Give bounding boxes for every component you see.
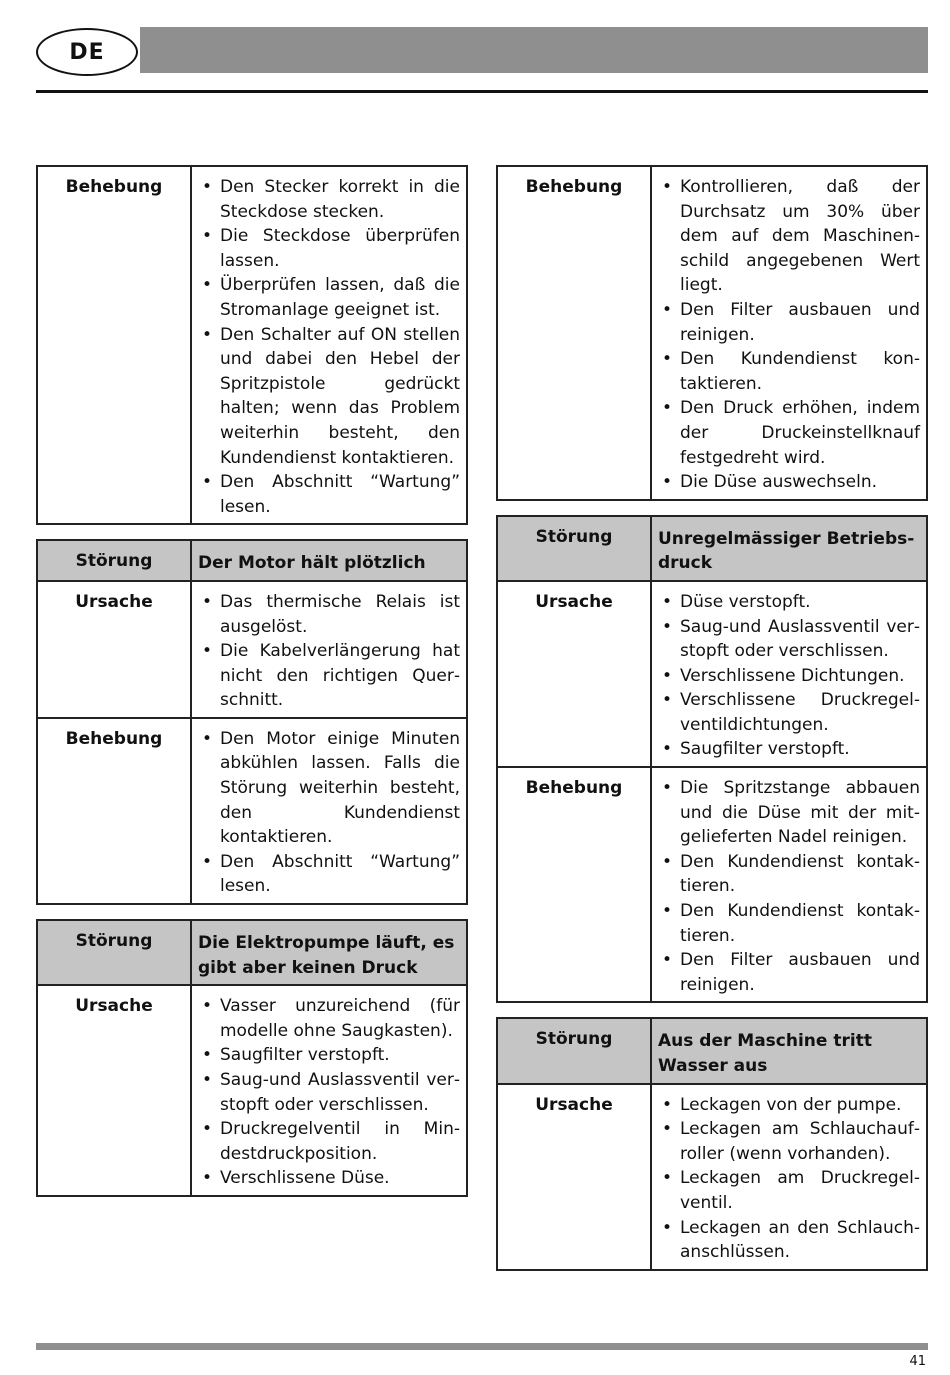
bullet-item: • Vasser unzureichend (für modelle ohne Saugkasten). [198, 994, 460, 1043]
fault-header-row [38, 541, 466, 580]
row-content [192, 582, 466, 717]
fault-label: Störung [38, 921, 192, 984]
row-label: Ursache [498, 1085, 652, 1269]
row-content [192, 719, 466, 903]
fault-label: Störung [498, 1019, 652, 1082]
table-row [498, 580, 926, 766]
bullet-item: • Kontrollieren, daß der Durchsatz um 30% über dem auf dem Maschinenschild angegebenen Wert liegt. [658, 175, 920, 298]
row-content [192, 167, 466, 523]
troubleshooting-table [36, 919, 468, 1197]
table-row [38, 717, 466, 903]
bullet-item: • Saugfilter verstopft. [658, 737, 920, 762]
fault-header-row [38, 921, 466, 984]
left-column [36, 165, 468, 1211]
bullet-list [198, 994, 460, 1191]
bullet-item: • Saug-und Auslassventil verstopft oder verschlissen. [658, 615, 920, 664]
bullet-item: • Den Stecker korrekt in die Steckdose stecken. [198, 175, 460, 224]
bullet-item: • Den Kundendienst kontaktieren. [658, 899, 920, 948]
fault-header-row [498, 1019, 926, 1082]
bullet-item: • Den Schalter auf ON stellen und dabei den Hebel der Spritzpistole gedrückt halten; wenn das Problem weiterhin besteht, den Kundendienst kontaktieren. [198, 323, 460, 471]
fault-label: Störung [38, 541, 192, 580]
row-label: Behebung [498, 167, 652, 499]
fault-title: Aus der Maschine tritt Wasser aus [658, 1031, 872, 1076]
row-content [652, 768, 926, 1001]
row-label: Behebung [38, 167, 192, 523]
bullet-item: • Den Filter ausbauen und reinigen. [658, 298, 920, 347]
troubleshooting-table [36, 539, 468, 905]
language-badge [36, 28, 138, 76]
bullet-list [198, 175, 460, 519]
bullet-list [658, 776, 920, 997]
bullet-list [658, 1093, 920, 1265]
header-bar [140, 27, 928, 73]
table-row [498, 1083, 926, 1269]
row-label: Ursache [498, 582, 652, 766]
table-row [498, 766, 926, 1001]
bullet-item: • Druckregelventil in Mindestdruckposition. [198, 1117, 460, 1166]
bullet-item: • Den Motor einige Minuten abkühlen lassen. Falls die Störung weiterhin besteht, den Kundendienst kontaktieren. [198, 727, 460, 850]
bullet-item: • Den Abschnitt “Wartung” lesen. [198, 470, 460, 519]
row-content [652, 167, 926, 499]
bullet-item: • Verschlissene Druckregelventildichtungen. [658, 688, 920, 737]
bullet-list [198, 590, 460, 713]
bullet-item: • Die Kabelverlängerung hat nicht den richtigen Querschnitt. [198, 639, 460, 713]
bullet-list [658, 590, 920, 762]
bullet-item: • Die Düse auswechseln. [658, 470, 920, 495]
bullet-list [198, 727, 460, 899]
troubleshooting-table [496, 165, 928, 501]
bullet-item: • Leckagen am Druckregelventil. [658, 1166, 920, 1215]
row-label: Behebung [38, 719, 192, 903]
page-number: 41 [909, 1354, 926, 1369]
bullet-item: • Den Abschnitt “Wartung” lesen. [198, 850, 460, 899]
fault-label: Störung [498, 517, 652, 580]
table-row [38, 167, 466, 523]
bullet-item: • Den Kundendienst kontaktieren. [658, 347, 920, 396]
row-content [652, 582, 926, 766]
footer-bar [36, 1343, 928, 1350]
table-row [38, 580, 466, 717]
bullet-item: • Die Steckdose überprüfen lassen. [198, 224, 460, 273]
bullet-list [658, 175, 920, 495]
troubleshooting-table [496, 515, 928, 1004]
header-divider [36, 90, 928, 93]
bullet-item: • Saugfilter verstopft. [198, 1043, 460, 1068]
fault-title: Unregelmässiger Betriebsdruck [658, 528, 915, 574]
row-label: Ursache [38, 582, 192, 717]
bullet-item: • Leckagen am Schlauchaufroller (wenn vorhanden). [658, 1117, 920, 1166]
row-label: Ursache [38, 986, 192, 1195]
bullet-item: • Verschlissene Düse. [198, 1166, 460, 1191]
bullet-item: • Das thermische Relais ist ausgelöst. [198, 590, 460, 639]
bullet-item: • Verschlissene Dichtungen. [658, 664, 920, 689]
bullet-item: • Düse verstopft. [658, 590, 920, 615]
bullet-item: • Leckagen von der pumpe. [658, 1093, 920, 1118]
troubleshooting-table [496, 1017, 928, 1270]
troubleshooting-table [36, 165, 468, 525]
row-content [652, 1085, 926, 1269]
bullet-item: • Saug-und Auslassventil verstopft oder verschlissen. [198, 1068, 460, 1117]
row-label: Behebung [498, 768, 652, 1001]
bullet-item: • Die Spritzstange abbauen und die Düse mit der mitgelieferten Nadel reinigen. [658, 776, 920, 850]
bullet-item: • Den Druck erhöhen, indem der Druckeinstellknauf festgedreht wird. [658, 396, 920, 470]
bullet-item: • Überprüfen lassen, daß die Stromanlage geeignet ist. [198, 273, 460, 322]
fault-title: Der Motor hält plötzlich [198, 553, 426, 574]
bullet-item: • Den Kundendienst kontaktieren. [658, 850, 920, 899]
bullet-item: • Den Filter ausbauen und reinigen. [658, 948, 920, 997]
bullet-item: • Leckagen an den Schlauchanschlüssen. [658, 1216, 920, 1265]
fault-header-row [498, 517, 926, 580]
row-content [192, 986, 466, 1195]
language-code: DE [69, 39, 105, 65]
right-column [496, 165, 928, 1285]
table-row [38, 984, 466, 1195]
fault-title: Die Elektropumpe läuft, es gibt aber keinen Druck [198, 933, 455, 978]
table-row [498, 167, 926, 499]
